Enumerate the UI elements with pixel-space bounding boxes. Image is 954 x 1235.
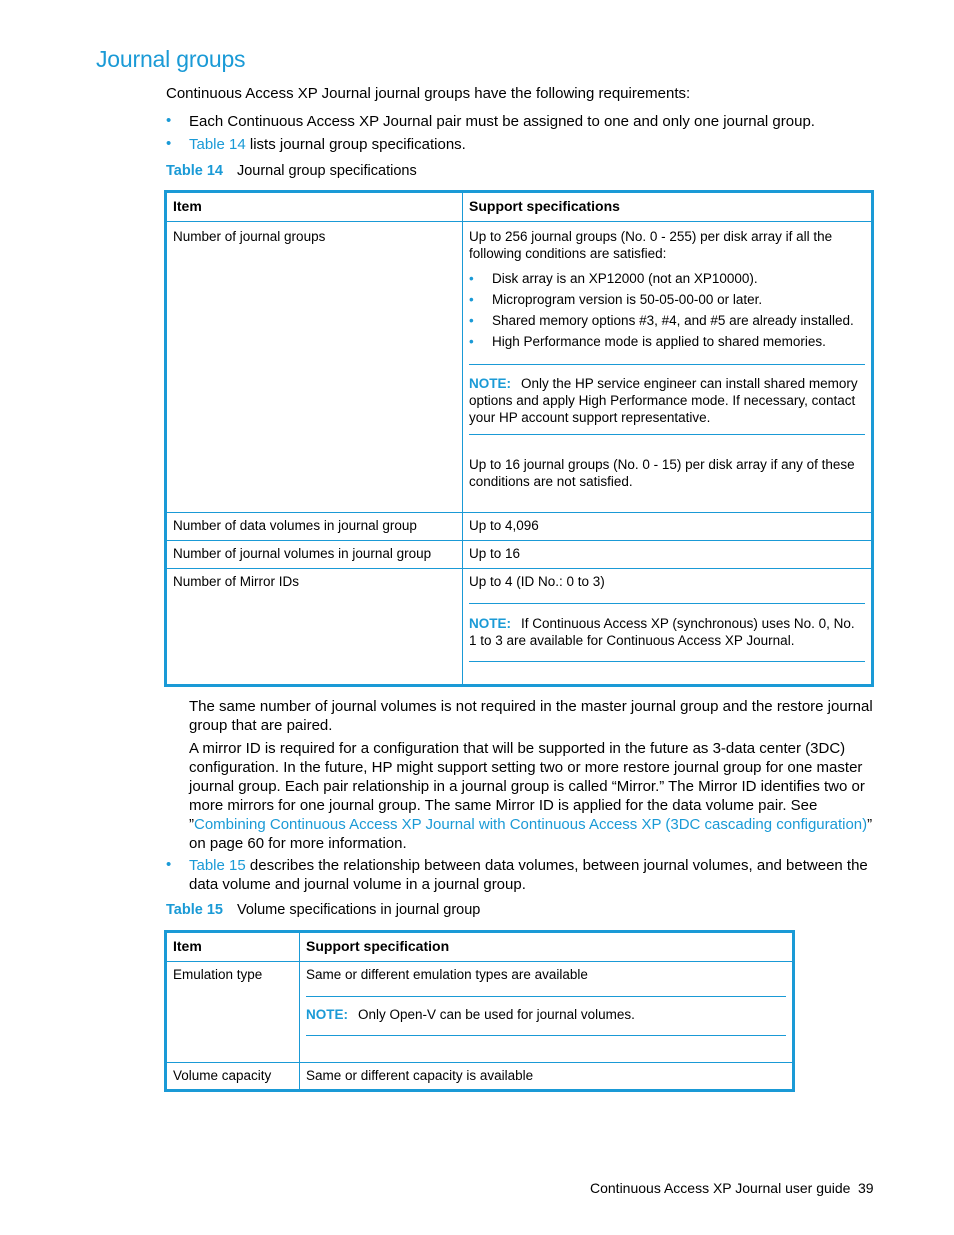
bullet-dot: • [166, 112, 172, 129]
table-row [166, 541, 873, 569]
row-item: Number of data volumes in journal group [166, 513, 463, 541]
condition-text: Microprogram version is 50-05-00-00 or later. [492, 292, 763, 307]
condition-text: High Performance mode is applied to shared memories. [492, 334, 826, 349]
mirror-id-text: A mirror ID is required for a configuration that will be supported in the future as 3-data center (3DC) configuration. In the future, HP might support setting two or more restore journal group for one master journal group. Each pair relationship in a journal group is called “Mirror.” The Mirror ID identifies two or more mirrors for one journal group. The same Mirror ID is applied for the data volume pair. See ” [189, 740, 865, 833]
volume-spec-table [164, 930, 795, 1092]
row-item: Emulation type [166, 962, 300, 1063]
combining-link[interactable]: Combining Continuous Access XP Journal with Continuous Access XP (3DC cascading configuration) [194, 816, 868, 833]
table-15-caption-text: Volume specifications in journal group [236, 902, 481, 918]
note-box [306, 996, 786, 1036]
requirement-bullet-2 [189, 135, 466, 154]
requirement-bullet-3 [189, 856, 873, 894]
condition-text: Shared memory options #3, #4, and #5 are already installed. [492, 313, 854, 328]
list-item: • Disk array is an XP12000 (not an XP10000). [469, 271, 758, 286]
table-14-caption-label: Table 14 [166, 163, 223, 179]
row-item: Volume capacity [166, 1063, 300, 1091]
bullet-dot: • [166, 856, 172, 873]
journal-group-spec-table [164, 190, 874, 687]
list-item: • Shared memory options #3, #4, and #5 are already installed. [469, 313, 854, 328]
table-header-row [166, 932, 794, 962]
spec-outro: Up to 16 journal groups (No. 0 - 15) per disk array if any of these conditions are not satisfied. [469, 434, 865, 490]
note-text: If Continuous Access XP (synchronous) uses No. 0, No. 1 to 3 are available for Continuous Access XP Journal. [469, 616, 855, 648]
table-15-caption [166, 902, 480, 918]
row-spec: Same or different capacity is available [300, 1063, 794, 1091]
table-row [166, 569, 873, 686]
paragraph-journal-volumes: The same number of journal volumes is not required in the master journal group and the restore journal group that are paired. [189, 698, 873, 734]
note-box [469, 364, 865, 426]
note-box [469, 603, 865, 662]
table-14-caption-text: Journal group specifications [236, 163, 417, 179]
row-spec [300, 962, 794, 1063]
condition-text: Disk array is an XP12000 (not an XP10000). [492, 271, 758, 286]
spec-intro: Up to 256 journal groups (No. 0 - 255) per disk array if all the following conditions are satisfied: [469, 229, 833, 261]
table-15-caption-label: Table 15 [166, 902, 223, 918]
note-label: NOTE: [469, 616, 511, 631]
note-label: NOTE: [306, 1007, 348, 1022]
paragraph-mirror-id [189, 739, 873, 853]
bullet-2-text: lists journal group specifications. [245, 136, 466, 153]
list-item: • High Performance mode is applied to shared memories. [469, 334, 826, 349]
intro-paragraph: Continuous Access XP Journal journal groups have the following requirements: [166, 85, 691, 102]
table-header-row [166, 192, 873, 222]
row-item: Number of journal volumes in journal group [166, 541, 463, 569]
row-spec: Up to 16 [463, 541, 873, 569]
footer-title: Continuous Access XP Journal user guide [590, 1180, 851, 1196]
note-label: NOTE: [469, 376, 511, 391]
conditions-list [469, 270, 865, 350]
column-header-item: Item [166, 192, 463, 222]
table-row [166, 962, 794, 1063]
note-text: Only Open-V can be used for journal volumes. [358, 1007, 635, 1022]
row-spec [463, 569, 873, 686]
table-14-link[interactable]: Table 14 [189, 136, 246, 153]
table-15-link[interactable]: Table 15 [189, 857, 246, 874]
row-spec [463, 222, 873, 513]
row-spec: Up to 4,096 [463, 513, 873, 541]
note-text: Only the HP service engineer can install shared memory options and apply High Performance mode. If necessary, contact your HP account support representative. [469, 376, 858, 425]
row-item: Number of Mirror IDs [166, 569, 463, 686]
row-item: Number of journal groups [166, 222, 463, 513]
column-header-item: Item [166, 932, 300, 962]
bullet-dot: • [166, 135, 172, 152]
mirror-id-tail: ” on page 60 for more information. [189, 816, 873, 852]
column-header-support: Support specification [300, 932, 794, 962]
bullet-3-text: describes the relationship between data volumes, between journal volumes, and between the data volume and journal volume in a journal group. [189, 857, 868, 893]
page-number: 39 [858, 1180, 874, 1196]
list-item: • Microprogram version is 50-05-00-00 or later. [469, 292, 763, 307]
table-14-caption [166, 163, 417, 179]
requirement-bullet-1: Each Continuous Access XP Journal pair must be assigned to one and only one journal group. [189, 113, 815, 130]
column-header-support: Support specifications [463, 192, 873, 222]
spec-value: Up to 4 (ID No.: 0 to 3) [469, 574, 605, 589]
table-row [166, 222, 873, 513]
table-row [166, 513, 873, 541]
page-heading: Journal groups [96, 46, 246, 72]
table-row [166, 1063, 794, 1091]
spec-value: Same or different emulation types are available [306, 967, 588, 982]
